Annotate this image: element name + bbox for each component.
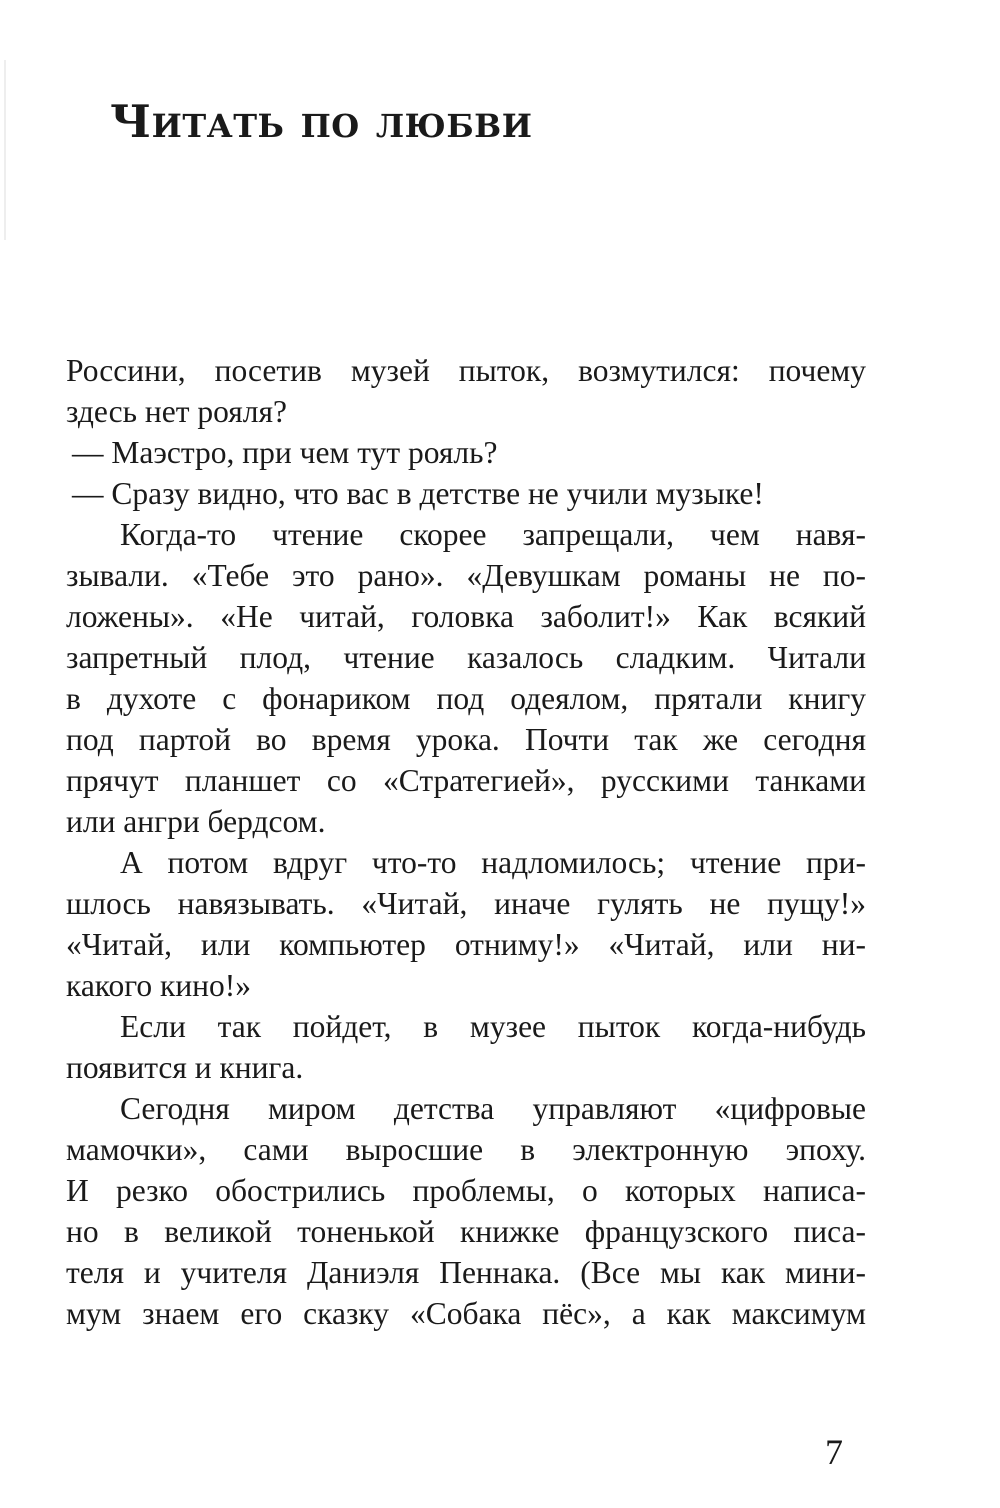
text-line: шлось навязывать. «Читай, иначе гулять не пущу!» [66, 886, 866, 921]
text-line: Если так пойдет, в музее пыток когда-нибудь [120, 1009, 866, 1044]
text-line: в духоте с фонариком под одеялом, прятали книгу [66, 681, 866, 716]
text-line: — Сразу видно, что вас в детстве не учили музыке! [72, 476, 764, 511]
page-number: 7 [825, 1432, 843, 1472]
text-line: под партой во время урока. Почти так же сегодня [66, 722, 866, 757]
text-line: — Маэстро, при чем тут рояль? [72, 435, 498, 470]
text-line: здесь нет рояля? [66, 394, 287, 429]
text-line: «Читай, или компьютер отниму!» «Читай, или ни- [66, 927, 866, 962]
body-text [66, 350, 866, 1334]
text-line: А потом вдруг что-то надломилось; чтение при- [120, 845, 866, 880]
text-line: Россини, посетив музей пыток, возмутился: почему [66, 353, 866, 388]
text-line: И резко обострились проблемы, о которых написа- [66, 1173, 866, 1208]
text-line: зывали. «Тебе это рано». «Девушкам романы не по- [66, 558, 866, 593]
text-line: но в великой тоненькой книжке французского писа- [66, 1214, 866, 1249]
page-edge-shadow [4, 60, 6, 240]
text-line: прячут планшет со «Стратегией», русскими танками [66, 763, 866, 798]
text-line: теля и учителя Даниэля Пеннака. (Все мы как мини- [66, 1255, 866, 1290]
text-line: ложены». «Не читай, головка заболит!» Как всякий [66, 599, 866, 634]
text-line: появится и книга. [66, 1050, 304, 1085]
text-line: запретный плод, чтение казалось сладким. Читали [66, 640, 866, 675]
text-line: какого кино!» [66, 968, 252, 1003]
text-line: Сегодня миром детства управляют «цифровые [120, 1091, 866, 1126]
chapter-title: Читать по любви [110, 95, 533, 148]
text-line: Когда-то чтение скорее запрещали, чем навя- [120, 517, 866, 552]
text-line: мум знаем его сказку «Собака пёс», а как максимум [66, 1296, 866, 1331]
text-line: или ангри бердсом. [66, 804, 326, 839]
text-line: мамочки», сами выросшие в электронную эпоху. [66, 1132, 866, 1167]
